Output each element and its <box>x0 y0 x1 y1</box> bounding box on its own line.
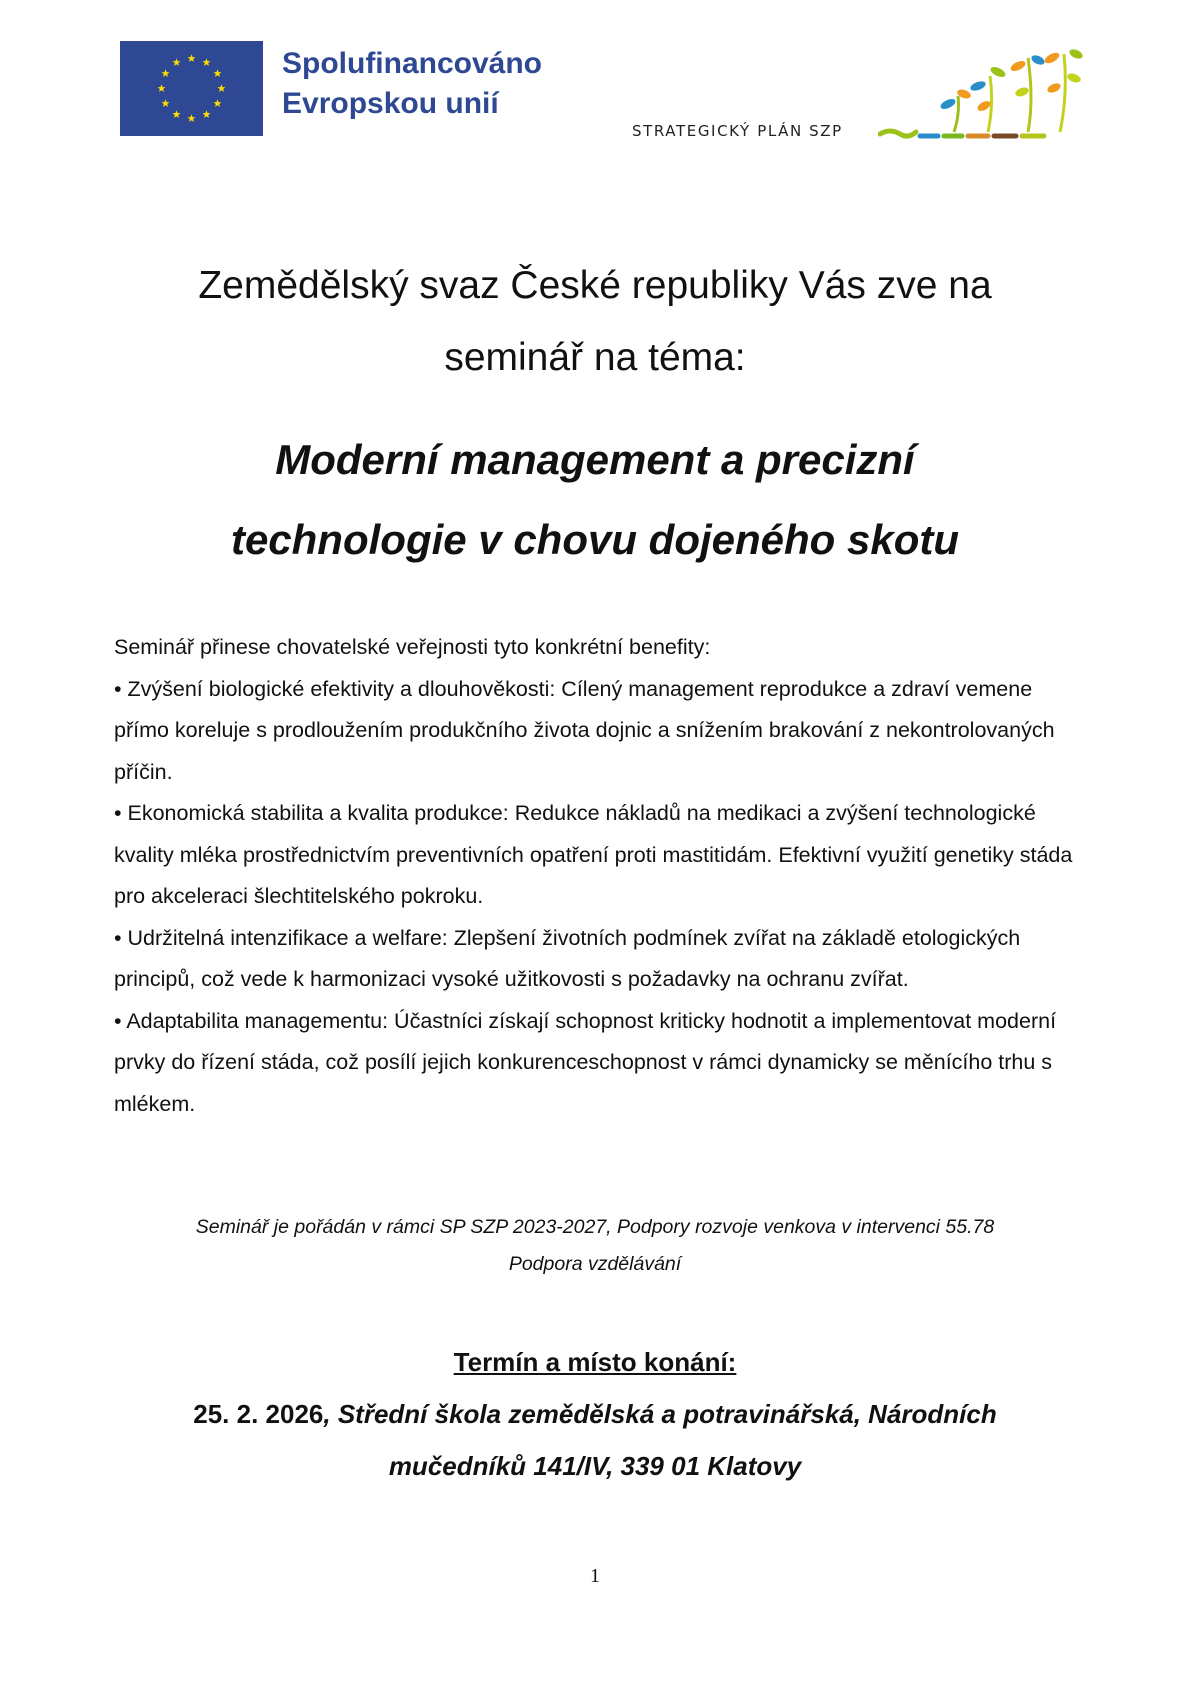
benefit-item: • Adaptabilita managementu: Účastníci získají schopnost kriticky hodnotit a implementovat moderní prvky do řízení stáda, což posílí jejich konkurenceschopnost v rámci dynamicky se měnícího trhu s mlékem. <box>114 1008 1057 1116</box>
eu-line-2: Evropskou unií <box>282 87 499 120</box>
seminar-title-line-2: technologie v chovu dojeného skotu <box>230 516 960 563</box>
benefit-item: • Ekonomická stabilita a kvalita produkce: Redukce nákladů na medikaci a zvýšení technologické kvality mléka prostřednictvím preventivních opatření proti mastitidám. Efektivní využití genetiky stáda pro akceleraci šlechtitelského pokroku. <box>114 801 1073 908</box>
benefit-item: • Zvýšení biologické efektivity a dlouhověkosti: Cílený management reprodukce a zdraví vemene přímo koreluje s prodloužením produkčního života dojnic a snížením brakování z nekontrolovaných příčin. <box>114 676 1055 784</box>
event-place-line-1: , Střední škola zemědělská a potravinářská, Národních <box>323 1399 997 1429</box>
szp-plants-logo <box>878 44 1088 146</box>
seminar-title <box>100 420 1090 580</box>
szp-label: STRATEGICKÝ PLÁN SZP <box>632 122 843 140</box>
event-date: 25. 2. 2026 <box>193 1399 324 1429</box>
eu-cofinanced-text <box>282 44 542 124</box>
eu-flag-logo <box>120 41 263 136</box>
benefits-intro: Seminář přinese chovatelské veřejnosti tyto konkrétní benefity: <box>114 635 711 659</box>
invitation-line-2: seminář na téma: <box>444 336 746 379</box>
invitation-text <box>100 250 1090 394</box>
funding-note-line-2: Podpora vzdělávání <box>508 1253 682 1275</box>
funding-note-line-1: Seminář je pořádán v rámci SP SZP 2023-2027, Podpory rozvoje venkova v intervenci 55.78 <box>195 1216 995 1238</box>
benefits-section <box>114 627 1084 1125</box>
event-place-line-2: mučedníků 141/IV, 339 01 Klatovy <box>388 1451 802 1481</box>
event-details <box>100 1388 1090 1492</box>
benefit-item: • Udržitelná intenzifikace a welfare: Zlepšení životních podmínek zvířat na základě etologických principů, což vede k harmonizaci vysoké užitkovosti s požadavky na ochranu zvířat. <box>114 925 1021 991</box>
event-heading: Termín a místo konání: <box>453 1347 737 1377</box>
invitation-line-1: Zemědělský svaz České republiky Vás zve na <box>198 264 992 307</box>
seminar-title-line-1: Moderní management a precizní <box>275 436 915 483</box>
funding-note <box>100 1209 1090 1283</box>
page-number: 1 <box>590 1565 600 1587</box>
eu-line-1: Spolufinancováno <box>282 47 543 80</box>
